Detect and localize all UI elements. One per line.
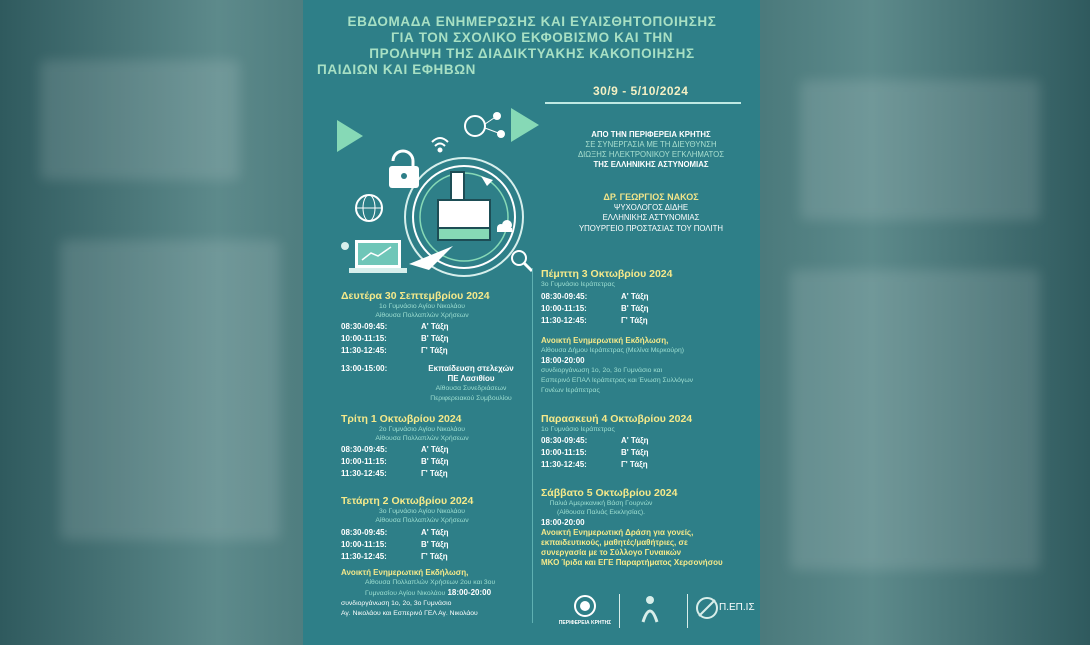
schedule-row (341, 469, 448, 478)
row-time: 08:30-09:45: (541, 436, 588, 445)
thursday-heading: Πέμπτη 3 Οκτωβρίου 2024 (541, 268, 673, 280)
event-co: Εσπερινό ΕΠΑΛ Ιεράπετρας και Ένωση Συλλόγων (541, 377, 694, 384)
row-time: 08:30-09:45: (341, 528, 388, 537)
person-figure-icon (635, 594, 665, 624)
extra-title: Εκπαίδευση στελεχών (428, 364, 514, 373)
tuesday-heading: Τρίτη 1 Οκτωβρίου 2024 (341, 413, 462, 425)
thursday-place: 3ο Γυμνάσιο Ιεράπετρας (541, 281, 615, 288)
event-place: Αίθουσα Δήμου Ιεράπετρας (Μελίνα Μερκούρη) (541, 347, 685, 354)
organizer-line: ΔΙΩΞΗΣ ΗΛΕΚΤΡΟΝΙΚΟΥ ΕΓΚΛΗΜΑΤΟΣ (577, 150, 725, 159)
schedule-row (541, 436, 649, 445)
event-place: Αίθουσα Πολλαπλών Χρήσεων 2ου και 3ου (365, 579, 496, 586)
schedule-row (341, 322, 449, 331)
row-class: Β' Τάξη (621, 448, 649, 457)
row-time: 08:30-09:45: (341, 322, 388, 331)
event-title: Ανοικτή Ενημερωτική Εκδήλωση, (541, 336, 669, 345)
place-line: 3ο Γυμνάσιο Αγίου Νικολάου (379, 508, 465, 515)
row-time: 10:00-11:15: (541, 304, 587, 313)
background-blur-block (790, 270, 1040, 570)
speaker-role: ΨΥΧΟΛΟΓΟΣ ΔΙΔΗΕ (613, 202, 689, 212)
thursday-event (541, 336, 751, 396)
title-line: ΠΑΙΔΙΩΝ ΚΑΙ ΕΦΗΒΩΝ (317, 62, 476, 77)
extra-place: Αίθουσα Συνεδριάσεων (435, 385, 507, 392)
event-desc: ΜΚΟ Ίριδα και ΕΓΕ Παραρτήματος Χερσονήσου (541, 558, 723, 567)
row-time: 11:30-12:45: (541, 460, 587, 469)
row-time: 11:30-12:45: (541, 316, 587, 325)
laptop-icon (349, 240, 407, 273)
monday-heading: Δευτέρα 30 Σεπτεμβρίου 2024 (341, 290, 490, 302)
row-time: 10:00-11:15: (341, 334, 387, 343)
background-blur-block (60, 240, 280, 540)
schedule-row (541, 460, 648, 469)
event-desc: συνεργασία με το Σύλλογο Γυναικών (541, 548, 682, 557)
pepis-logo (695, 594, 755, 630)
monday-extra-event (421, 364, 521, 404)
place-line: Αίθουσα Πολλαπλών Χρήσεων (375, 434, 469, 442)
region-logo-label: ΠΕΡΙΦΕΡΕΙΑ ΚΡΗΤΗΣ (558, 620, 612, 626)
schedule-row (541, 448, 649, 457)
place-line: 2ο Γυμνάσιο Αγίου Νικολάου (379, 426, 465, 433)
title-line: ΠΡΟΛΗΨΗ ΤΗΣ ΔΙΑΔΙΚΤΥΑΚΗΣ ΚΑΚΟΠΟΙΗΣΗΣ (369, 46, 695, 61)
wednesday-place (337, 508, 507, 525)
network-icon (465, 112, 505, 138)
logo-divider (619, 594, 620, 628)
lock-icon (389, 151, 419, 188)
saturday-event (541, 518, 756, 568)
monday-place (337, 303, 507, 320)
schedule-row (541, 316, 648, 325)
row-time: 11:30-12:45: (341, 469, 387, 478)
row-time: 10:00-11:15: (341, 457, 387, 466)
row-class: Α' Τάξη (621, 292, 649, 301)
event-desc: Ανοικτή Ενημερωτική Δράση για γονείς, (541, 528, 694, 537)
row-time: 08:30-09:45: (541, 292, 588, 301)
extra-title: ΠΕ Λασιθίου (447, 374, 495, 383)
schedule-row (341, 552, 448, 561)
play-arrow-icon (337, 120, 363, 152)
schedule-row (541, 292, 649, 301)
dates-underline (545, 102, 741, 104)
wednesday-heading: Τετάρτη 2 Οκτωβρίου 2024 (341, 495, 474, 507)
speaker-block (551, 192, 751, 234)
row-class: Α' Τάξη (421, 528, 449, 537)
place-line: 1ο Γυμνάσιο Αγίου Νικολάου (379, 303, 465, 310)
organizer-line: ΑΠΟ ΤΗΝ ΠΕΡΙΦΕΡΕΙΑ ΚΡΗΤΗΣ (591, 130, 711, 139)
event-time: 18:00-20:00 (541, 356, 585, 365)
event-poster (303, 0, 760, 645)
saturday-heading: Σάββατο 5 Οκτωβρίου 2024 (541, 487, 678, 499)
pepis-logo-label: Π.ΕΠ.ΙΣ (719, 602, 755, 613)
row-class: Γ' Τάξη (621, 316, 648, 325)
region-logo (557, 594, 613, 630)
partner-logo (625, 594, 675, 630)
event-co: συνδιοργάνωση 1ο, 2ο, 3ο Γυμνάσιο (341, 600, 452, 607)
place-line: Παλιά Αμερικανική Βάση Γουρνών (549, 500, 653, 507)
title-line: ΕΒΔΟΜΑΔΑ ΕΝΗΜΕΡΩΣΗΣ ΚΑΙ ΕΥΑΙΣΘΗΤΟΠΟΙΗΣΗΣ (347, 14, 717, 29)
speaker-role: ΥΠΟΥΡΓΕΙΟ ΠΡΟΣΤΑΣΙΑΣ ΤΟΥ ΠΟΛΙΤΗ (578, 223, 724, 233)
row-class: Α' Τάξη (421, 322, 449, 331)
tuesday-place (337, 426, 507, 443)
wifi-icon (432, 138, 448, 152)
event-place: Γυμνασίου Αγίου Νικολάου (365, 590, 446, 597)
dot-decoration (341, 242, 349, 250)
background-blur-block (40, 60, 240, 180)
row-class: Β' Τάξη (621, 304, 649, 313)
event-co: Αγ. Νικολάου και Εσπερινό ΓΕΛ Αγ. Νικολάου (341, 610, 478, 617)
event-co: Γονέων Ιεράπετρας (541, 387, 600, 394)
schedule-row (341, 346, 448, 355)
column-divider (532, 268, 533, 623)
row-time: 11:30-12:45: (341, 552, 387, 561)
play-arrow-icon (511, 108, 539, 142)
speaker-name: ΔΡ. ΓΕΩΡΓΙΟΣ ΝΑΚΟΣ (603, 192, 699, 202)
schedule-row (341, 540, 449, 549)
monday-extra-time: 13:00-15:00: (341, 364, 388, 373)
title-line: ΓΙΑ ΤΟΝ ΣΧΟΛΙΚΟ ΕΚΦΟΒΙΣΜΟ ΚΑΙ ΤΗΝ (390, 30, 674, 45)
event-time: 18:00-20:00 (447, 588, 492, 597)
row-class: Γ' Τάξη (421, 346, 448, 355)
row-time: 10:00-11:15: (541, 448, 587, 457)
row-class: Γ' Τάξη (421, 469, 448, 478)
schedule-row (341, 334, 449, 343)
logo-divider (687, 594, 688, 628)
schedule-row (341, 457, 449, 466)
row-class: Γ' Τάξη (421, 552, 448, 561)
event-time: 18:00-20:00 (541, 518, 585, 527)
wednesday-event (341, 568, 541, 619)
event-title: Ανοικτή Ενημερωτική Εκδήλωση, (341, 568, 469, 577)
event-desc: εκπαιδευτικούς, μαθητές/μαθήτριες, σε (541, 538, 688, 547)
schedule-row (541, 304, 649, 313)
row-time: 08:30-09:45: (341, 445, 388, 454)
event-co: συνδιοργάνωση 1ο, 2ο, 3ο Γυμνάσιο και (541, 367, 663, 374)
background-blur-block (800, 80, 1040, 220)
row-class: Α' Τάξη (421, 445, 449, 454)
event-dates: 30/9 - 5/10/2024 (593, 84, 689, 98)
poster-title (317, 14, 747, 78)
row-class: Α' Τάξη (621, 436, 649, 445)
extra-place: Περιφερειακού Συμβουλίου (430, 395, 512, 402)
friday-place: 1ο Γυμνάσιο Ιεράπετρας (541, 426, 615, 433)
place-line: Αίθουσα Πολλαπλών Χρήσεων (375, 516, 469, 524)
place-line: (Αίθουσα Παλιάς Εκκλησίας). (556, 508, 645, 516)
row-time: 10:00-11:15: (341, 540, 387, 549)
friday-heading: Παρασκευή 4 Οκτωβρίου 2024 (541, 413, 693, 425)
cyber-illustration (333, 104, 563, 279)
row-class: Β' Τάξη (421, 334, 449, 343)
row-class: Β' Τάξη (421, 457, 449, 466)
region-crest-icon (573, 594, 597, 618)
schedule-row (341, 528, 449, 537)
magnifier-icon (512, 251, 532, 271)
speaker-role: ΕΛΛΗΝΙΚΗΣ ΑΣΤΥΝΟΜΙΑΣ (602, 213, 700, 222)
schedule-row (341, 445, 449, 454)
row-time: 11:30-12:45: (341, 346, 387, 355)
globe-icon (356, 195, 382, 221)
saturday-place (541, 500, 661, 517)
organizer-block (551, 130, 751, 170)
row-class: Β' Τάξη (421, 540, 449, 549)
place-line: Αίθουσα Πολλαπλών Χρήσεων (375, 311, 469, 319)
organizer-line: ΤΗΣ ΕΛΛΗΝΙΚΗΣ ΑΣΤΥΝΟΜΙΑΣ (593, 160, 709, 169)
sponsor-logos (547, 594, 755, 634)
organizer-line: ΣΕ ΣΥΝΕΡΓΑΣΙΑ ΜΕ ΤΗ ΔΙΕΥΘΥΝΣΗ (585, 140, 717, 149)
row-class: Γ' Τάξη (621, 460, 648, 469)
